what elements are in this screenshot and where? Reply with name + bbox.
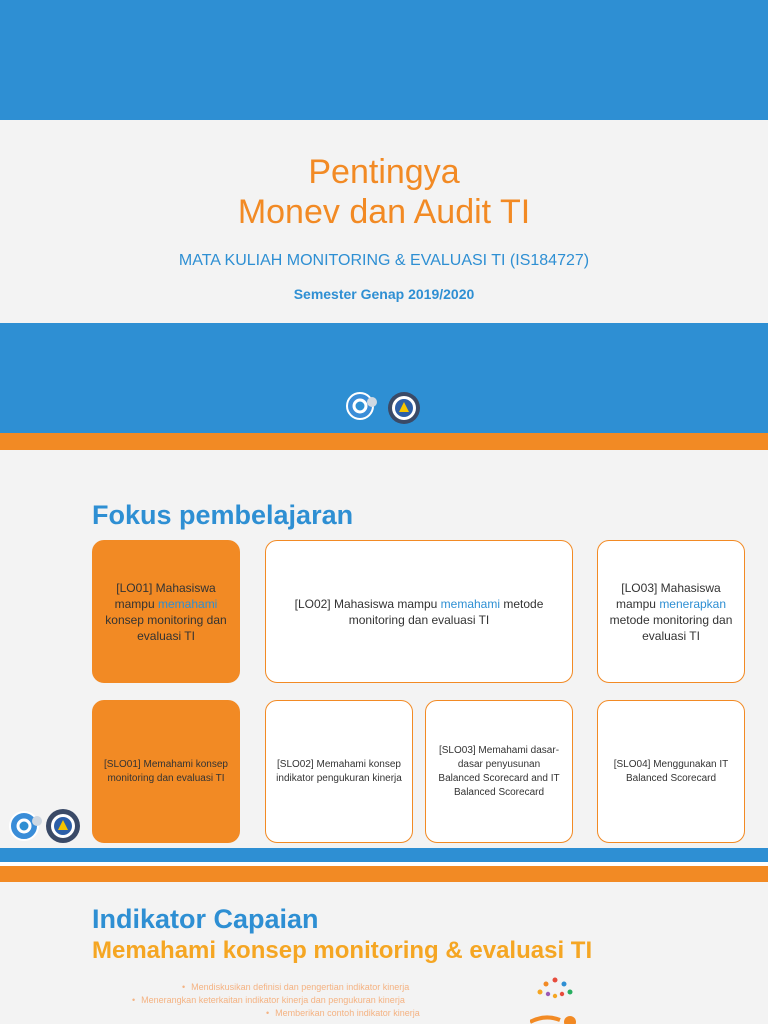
institution-logos (344, 390, 424, 426)
lo03-text: [LO03] Mahasiswa mampu menerapkan metode monitoring dan evaluasi TI (609, 580, 733, 643)
lo02-text: [LO02] Mahasiswa mampu memahami metode monitoring dan evaluasi TI (294, 596, 544, 627)
swirl-logo-icon (10, 812, 42, 840)
university-seal-icon (388, 392, 420, 424)
slide2-bottom-bar (0, 848, 768, 862)
bullet-item: • Menerangkan keterkaitan indikator kinerja dan pengukuran kinerja (132, 995, 405, 1005)
slide3-title: Indikator Capaian (92, 904, 319, 934)
slo04-text: [SLO04] Menggunakan IT Balanced Scorecard (613, 758, 729, 784)
decorative-dots-icon (530, 974, 580, 1024)
slo01-box (92, 700, 240, 843)
slide1-title (0, 152, 768, 232)
slo04-box (597, 700, 745, 843)
university-seal-icon (46, 809, 80, 843)
slide2-title: Fokus pembelajaran (92, 500, 354, 530)
bullet-item: • Memberikan contoh indikator kinerja (266, 1008, 420, 1018)
lo01-box (92, 540, 240, 683)
slo02-box (265, 700, 413, 843)
slide1-top-bar (0, 0, 768, 120)
slide1-orange-stripe (0, 433, 768, 450)
slide3-subtitle: Memahami konsep monitoring & evaluasi TI (92, 937, 593, 964)
lo02-box (265, 540, 573, 683)
slo02-text: [SLO02] Memahami konsep indikator pengukuran kinerja (276, 758, 402, 784)
swirl-logo-icon (347, 393, 377, 419)
slide3-orange-stripe (0, 866, 768, 882)
slo03-box (425, 700, 573, 843)
slide1-title-line1: Pentingya (308, 153, 460, 191)
slo01-text: [SLO01] Memahami konsep monitoring dan evaluasi TI (104, 758, 228, 784)
slide2-logos (6, 806, 82, 846)
lo01-text: [LO01] Mahasiswa mampu memahami konsep monitoring dan evaluasi TI (105, 580, 227, 643)
slide1-semester: Semester Genap 2019/2020 (293, 286, 475, 302)
bullet-item: • Mendiskusikan definisi dan pengertian indikator kinerja (182, 982, 410, 992)
slide1-title-line2: Monev dan Audit TI (237, 193, 531, 231)
slide1-subtitle: MATA KULIAH MONITORING & EVALUASI TI (IS184727) (178, 252, 590, 269)
slo03-text: [SLO03] Memahami dasar-dasar penyusunan Balanced Scorecard and IT Balanced Scorecard (438, 744, 560, 798)
lo03-box (597, 540, 745, 683)
